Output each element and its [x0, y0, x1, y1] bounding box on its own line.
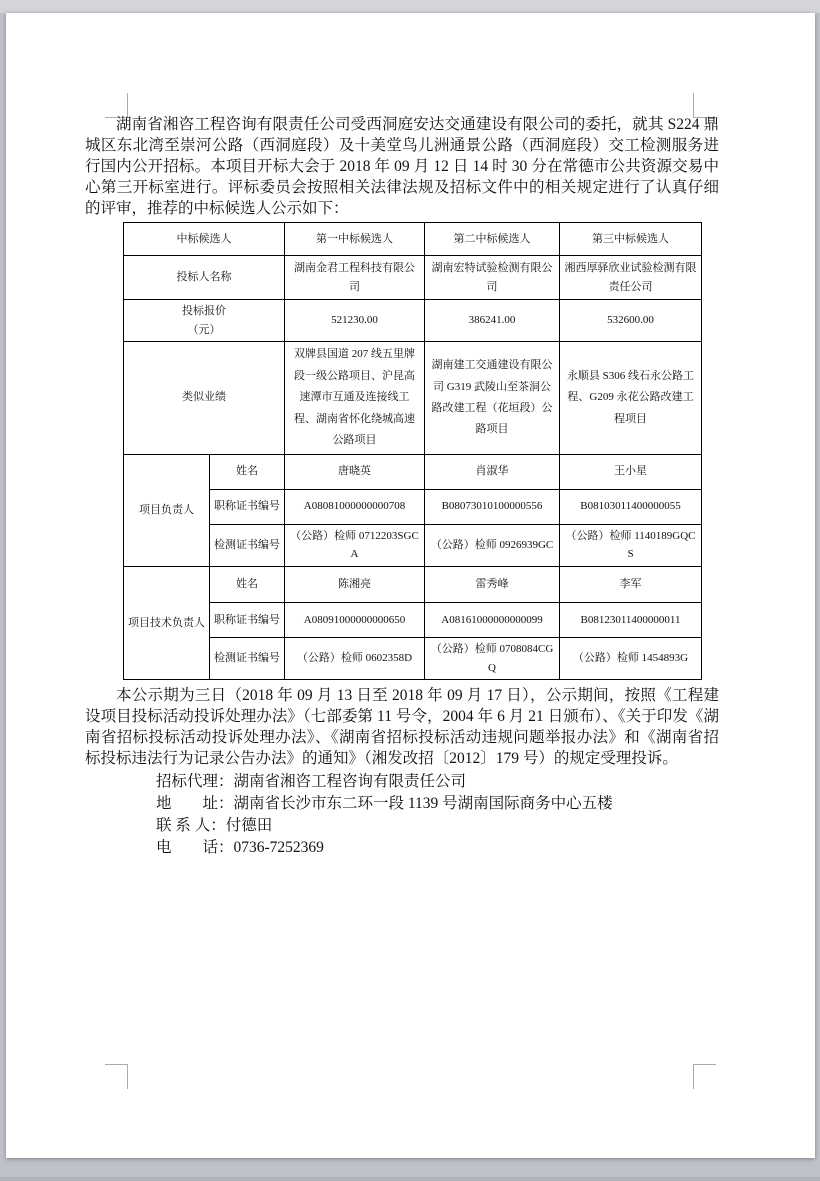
bid-price-2: 386241.00: [425, 300, 560, 342]
text-boundary-mark-bottom-right: [693, 1064, 716, 1089]
bid-price-label-line2: （元）: [187, 323, 221, 336]
intro-paragraph: 湖南省湘咨工程咨询有限责任公司受西洞庭安达交通建设有限公司的委托，就其 S224 鼎城区东北湾至崇河公路（西洞庭段）及十美堂鸟儿洲通景公路（西洞庭段）交工检测服务进行国内公开招标。本项目开标大会于 2018 年 09 月 12 日 14 时 30 分在常德市公共资源交易中心第三开标室进行。评标委员会按照相关法律法规及招标文件中的相关规定进行了认真仔细的评审，推荐的中标候选人公示如下：: [85, 116, 719, 217]
bidder-name-row: [124, 256, 702, 300]
tech-leader-label: 项目技术负责人: [124, 566, 210, 679]
publicity-period-paragraph: 本公示期为三日（2018 年 09 月 13 日至 2018 年 09 月 17 日），公示期间，按照《工程建设项目投标活动投诉处理办法》（七部委第 11 号令，2004 年 6 月 21 日颁布）、《关于印发《湖南省招标投标活动投诉处理办法》、《湖南省招标投标活动违规问题举报办法》和《湖南省招标投标违法行为记录公告办法》的通知》（湘发改招〔2012〕179 号）的规定受理投诉。: [85, 687, 719, 768]
bid-price-1: 521230.00: [285, 300, 425, 342]
header-cell-first-candidate: 第一中标候选人: [285, 223, 425, 256]
tech-leader-title-cert-1: A08091000000000650: [285, 602, 425, 637]
project-leader-title-cert-3: B08103011400000055: [560, 489, 702, 524]
document-content: [85, 114, 719, 859]
bid-price-label-line1: 投标报价: [182, 305, 226, 317]
project-leader-test-cert-label: 检测证书编号: [210, 524, 285, 566]
tech-leader-name-row: [124, 566, 702, 602]
header-cell-candidate: 中标候选人: [124, 223, 285, 256]
bidder-name-2: 湖南宏特试验检测有限公司: [425, 256, 560, 300]
tech-leader-title-cert-label: 职称证书编号: [210, 602, 285, 637]
bid-price-3: 532600.00: [560, 300, 702, 342]
tech-leader-name-1: 陈湘亮: [285, 566, 425, 602]
tech-leader-title-cert-row: [124, 602, 702, 637]
document-page: [6, 13, 815, 1158]
tech-leader-title-cert-3: B08123011400000011: [560, 602, 702, 637]
contact-address: 地 址：湖南省长沙市东二环一段 1139 号湖南国际商务中心五楼: [156, 795, 613, 813]
bidder-name-label: 投标人名称: [124, 256, 285, 300]
project-leader-test-cert-1: （公路）检师 0712203SGCA: [285, 524, 425, 566]
bid-price-label: [124, 300, 285, 342]
viewer-top-margin: [0, 0, 820, 13]
header-cell-second-candidate: 第二中标候选人: [425, 223, 560, 256]
similar-performance-row: [124, 342, 702, 454]
viewer-bottom-margin: [0, 1177, 820, 1181]
project-leader-title-cert-2: B08073010100000556: [425, 489, 560, 524]
tech-leader-test-cert-row: [124, 637, 702, 679]
tech-leader-test-cert-2: （公路）检师 0708084CGQ: [425, 637, 560, 679]
similar-performance-2: 湖南建工交通建设有限公司 G319 武陵山至茶洞公路改建工程（花垣段）公路项目: [425, 342, 560, 454]
project-leader-test-cert-row: [124, 524, 702, 566]
tech-leader-name-2: 雷秀峰: [425, 566, 560, 602]
bidder-name-3: 湘西厚驿欣业试验检测有限责任公司: [560, 256, 702, 300]
text-boundary-mark-bottom-left: [105, 1064, 128, 1089]
bidder-name-1: 湖南金君工程科技有限公司: [285, 256, 425, 300]
tech-leader-test-cert-1: （公路）检师 0602358D: [285, 637, 425, 679]
project-leader-name-row: [124, 454, 702, 489]
project-leader-label: 项目负责人: [124, 454, 210, 566]
tech-leader-test-cert-3: （公路）检师 1454893G: [560, 637, 702, 679]
project-leader-title-cert-1: A08081000000000708: [285, 489, 425, 524]
project-leader-name-label: 姓名: [210, 454, 285, 489]
project-leader-name-1: 唐晓英: [285, 454, 425, 489]
tech-leader-name-label: 姓名: [210, 566, 285, 602]
project-leader-test-cert-2: （公路）检师 0926939GC: [425, 524, 560, 566]
tech-leader-title-cert-2: A08161000000000099: [425, 602, 560, 637]
project-leader-title-cert-row: [124, 489, 702, 524]
contact-person: 联 系 人：付德田: [156, 817, 273, 835]
header-cell-third-candidate: 第三中标候选人: [560, 223, 702, 256]
table-header-row: [124, 223, 702, 256]
contact-phone: 电 话：0736-7252369: [156, 839, 324, 857]
similar-performance-3: 永顺县 S306 线石永公路工程、G209 永花公路改建工程项目: [560, 342, 702, 454]
tech-leader-name-3: 李军: [560, 566, 702, 602]
project-leader-test-cert-3: （公路）检师 1140189GQCS: [560, 524, 702, 566]
project-leader-name-3: 王小星: [560, 454, 702, 489]
tech-leader-test-cert-label: 检测证书编号: [210, 637, 285, 679]
contact-agent: 招标代理：湖南省湘咨工程咨询有限责任公司: [156, 773, 467, 791]
contact-block: [156, 771, 719, 859]
project-leader-title-cert-label: 职称证书编号: [210, 489, 285, 524]
bid-candidates-table: [123, 222, 702, 680]
similar-performance-label: 类似业绩: [124, 342, 285, 454]
similar-performance-1: 双牌县国道 207 线五里牌段一级公路项目、沪昆高速潭市互通及连接线工程、湖南省怀化绕城高速公路项目: [285, 342, 425, 454]
project-leader-name-2: 肖淑华: [425, 454, 560, 489]
bid-price-row: [124, 300, 702, 342]
